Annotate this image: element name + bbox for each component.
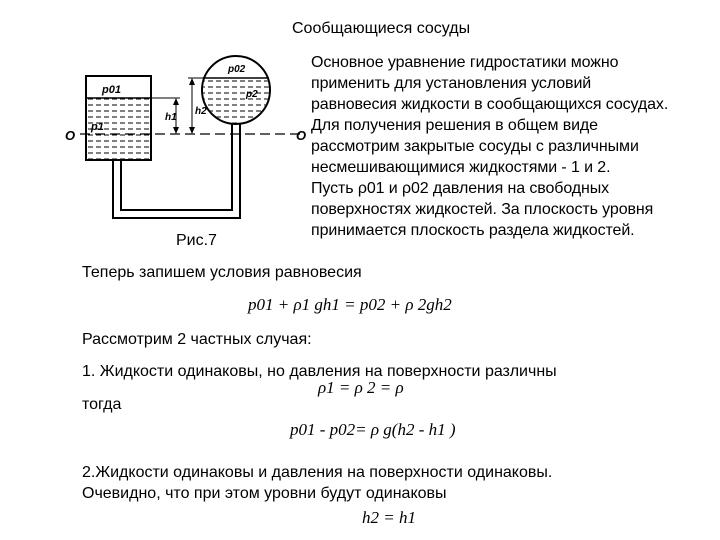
label-h2: h2 <box>195 106 207 117</box>
h2-arrow-top <box>189 78 195 85</box>
h1-arrow-bottom <box>173 127 179 134</box>
intro-line: применить для установления условий <box>311 75 592 92</box>
two-cases-text: Рассмотрим 2 частных случая: <box>82 331 312 348</box>
h2-arrow-bottom <box>189 127 195 134</box>
label-p2: p2 <box>246 89 258 100</box>
case2-line2: Очевидно, что при этом уровни будут одинаковы <box>82 485 447 502</box>
intro-line: поверхностях жидкостей. За плоскость уровня <box>311 201 654 218</box>
intro-line: равновесия жидкости в сообщающихся сосудах. <box>311 96 669 113</box>
label-p02: p02 <box>228 64 246 75</box>
label-o-left: O <box>65 128 76 143</box>
equilibrium-text: Теперь запишем условия равновесия <box>82 264 362 281</box>
intro-line: Для получения решения в общем виде <box>311 117 598 134</box>
page-title: Сообщающиеся сосуды <box>292 20 471 37</box>
case1-result: p01 - p02= ρ g(h2 - h1 ) <box>290 420 456 439</box>
then-word: тогда <box>82 396 122 413</box>
intro-line: принимается плоскость раздела жидкостей. <box>311 222 635 239</box>
case1-text: 1. Жидкости одинаковы, но давления на поверхности различны <box>82 363 557 380</box>
case2-line1: 2.Жидкости одинаковы и давления на поверхности одинаковы. <box>82 464 553 481</box>
label-p1: p1 <box>91 121 104 133</box>
intro-line: Пусть ρ01 и ρ02 давления на свободных <box>311 180 610 197</box>
intro-line: Основное уравнение гидростатики можно <box>311 54 619 71</box>
right-sphere-liquid <box>200 78 272 128</box>
label-h1: h1 <box>165 112 177 123</box>
intro-line: несмешивающимися жидкостями - 1 и 2. <box>311 159 611 176</box>
figure-caption: Рис.7 <box>176 232 217 249</box>
intro-line: рассмотрим закрытые сосуды с различными <box>311 138 639 155</box>
case1-condition: ρ1 = ρ 2 = ρ <box>318 378 404 397</box>
label-o-right: O <box>296 128 307 143</box>
h1-arrow-top <box>173 98 179 105</box>
label-p01: p01 <box>102 84 121 96</box>
case2-result: h2 = h1 <box>362 508 416 527</box>
equilibrium-formula: p01 + ρ1 gh1 = p02 + ρ 2gh2 <box>248 295 452 314</box>
